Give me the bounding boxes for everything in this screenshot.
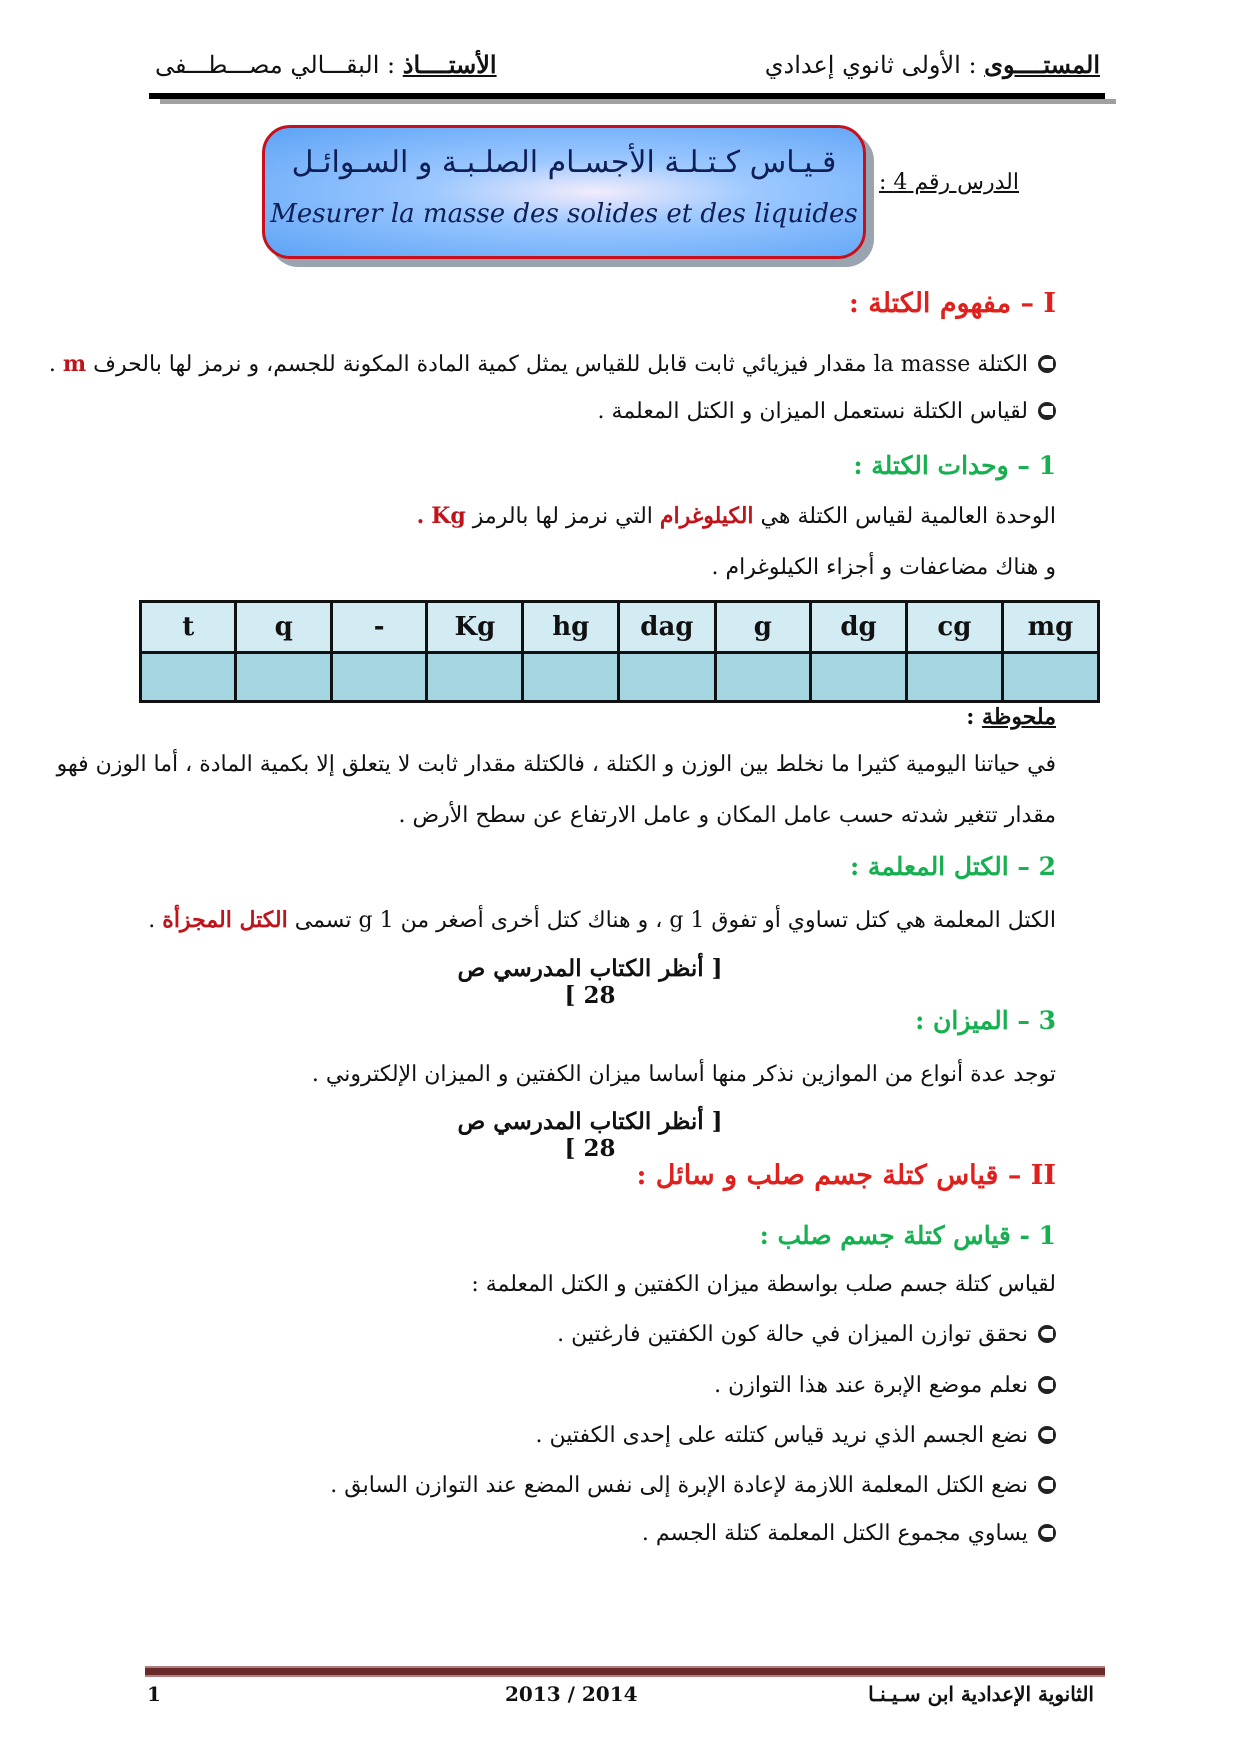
note-label: ملحوظة : [966, 704, 1056, 730]
unit-header-cell: dag [619, 602, 715, 653]
balance-heading: 3 – الميزان : [915, 1006, 1056, 1035]
unit-empty-cell [619, 653, 715, 702]
lesson-title-ar: قـيـاس كـتـلـة الأجسـام الصلـبـة و السـوائـل [291, 145, 837, 180]
unit-empty-cell [715, 653, 811, 702]
unit-empty-cell [523, 653, 619, 702]
teacher-label: الأستــــاذ [402, 50, 497, 79]
bullet-item: لقياس الكتلة نستعمل الميزان و الكتل المعلمة . [598, 399, 1056, 424]
unit-header-cell: mg [1002, 602, 1098, 653]
unit-header-cell: cg [906, 602, 1002, 653]
units-heading: 1 – وحدات الكتلة : [853, 451, 1056, 480]
symbol-m: m [62, 351, 87, 377]
note-line-1: في حياتنا اليومية كثيرا ما نخلط بين الوزن و الكتلة ، فالكتلة مقدار ثابت لا يتعلق إلا بكمية المادة ، أما الوزن فهو [56, 752, 1056, 777]
unit-header-cell: dg [811, 602, 907, 653]
footer-rule [145, 1666, 1105, 1677]
units-empty-row [141, 653, 1099, 702]
unit-empty-cell [1002, 653, 1098, 702]
pointing-hand-icon [1038, 1376, 1056, 1394]
unit-header-cell: g [715, 602, 811, 653]
lesson-number: الدرس رقم 4 : [878, 170, 1019, 195]
unit-empty-cell [427, 653, 523, 702]
pointing-hand-icon [1038, 1476, 1056, 1494]
step-item: نحقق توازن الميزان في حالة كون الكفتين فارغتين . [557, 1322, 1056, 1347]
lesson-title-fr: Mesurer la masse des solides et des liquides [270, 199, 858, 229]
unit-header-cell: - [331, 602, 426, 653]
unit-empty-cell [236, 653, 332, 702]
pointing-hand-icon [1038, 402, 1056, 420]
step-item: نضع الكتل المعلمة اللازمة لإعادة الإبرة إلى نفس المضع عند التوازن السابق . [330, 1473, 1056, 1498]
footer-school: الثانوية الإعدادية ابن سـيـنـا [868, 1682, 1094, 1706]
pointing-hand-icon [1038, 1426, 1056, 1444]
units-table [139, 600, 1100, 703]
teacher-value: البقـــالي مصـــطـــفى [155, 51, 380, 79]
lesson-title-box [262, 125, 866, 259]
pointing-hand-icon [1038, 1524, 1056, 1542]
teacher-info: الأستــــاذ : البقـــالي مصـــطـــفى [155, 50, 497, 79]
balance-text: توجد عدة أنواع من الموازين نذكر منها أساسا ميزان الكفتين و الميزان الإلكتروني . [311, 1062, 1056, 1087]
textbook-reference: [ أنظر الكتاب المدرسي ص 28 ] [457, 955, 723, 1009]
unit-header-cell: t [141, 602, 236, 653]
step-item: نضع الجسم الذي نريد قياس كتلته على إحدى الكفتين . [535, 1423, 1056, 1448]
unit-empty-cell [141, 653, 236, 702]
unit-empty-cell [331, 653, 426, 702]
section2-heading: II – قياس كتلة جسم صلب و سائل : [636, 1160, 1056, 1191]
standard-masses-heading: 2 – الكتل المعلمة : [849, 852, 1056, 881]
units-text: الوحدة العالمية لقياس الكتلة هي الكيلوغرام التي نرمز لها بالرمز Kg . [416, 503, 1056, 529]
note-line-2: مقدار تتغير شدته حسب عامل المكان و عامل الارتفاع عن سطح الأرض . [398, 803, 1056, 828]
level-label: المستــــوى [984, 50, 1100, 79]
unit-header-cell: hg [523, 602, 619, 653]
section1-heading: I – مفهوم الكتلة : [848, 288, 1056, 319]
units-header-row [141, 602, 1099, 653]
page-number: 1 [147, 1682, 161, 1706]
unit-empty-cell [906, 653, 1002, 702]
step-item: يساوي مجموع الكتل المعلمة كتلة الجسم . [642, 1521, 1056, 1546]
level-info: المستــــوى : الأولى ثانوي إعدادي [764, 50, 1100, 79]
solid-mass-heading: 1 - قياس كتلة جسم صلب : [759, 1221, 1056, 1250]
footer-year: 2013 / 2014 [505, 1682, 638, 1706]
header-rule-shadow [160, 99, 1116, 104]
textbook-reference: [ أنظر الكتاب المدرسي ص 28 ] [457, 1108, 723, 1162]
pointing-hand-icon [1038, 355, 1056, 373]
step-item: نعلم موضع الإبرة عند هذا التوازن . [714, 1373, 1056, 1398]
unit-header-cell: q [236, 602, 332, 653]
bullet-item: الكتلة la masse مقدار فيزيائي ثابت قابل للقياس يمثل كمية المادة المكونة للجسم، و نرمز لها بالحرف m . [49, 351, 1056, 377]
standard-masses-text: الكتل المعلمة هي كتل تساوي أو تفوق 1 g ، و هناك كتل أخرى أصغر من 1 g تسمى الكتل المجزأة . [148, 907, 1056, 933]
level-value: الأولى ثانوي إعدادي [764, 51, 961, 79]
solid-mass-intro: لقياس كتلة جسم صلب بواسطة ميزان الكفتين و الكتل المعلمة : [471, 1272, 1056, 1297]
pointing-hand-icon [1038, 1325, 1056, 1343]
units-text-2: و هناك مضاعفات و أجزاء الكيلوغرام . [711, 555, 1056, 580]
unit-header-cell: Kg [427, 602, 523, 653]
unit-empty-cell [811, 653, 907, 702]
